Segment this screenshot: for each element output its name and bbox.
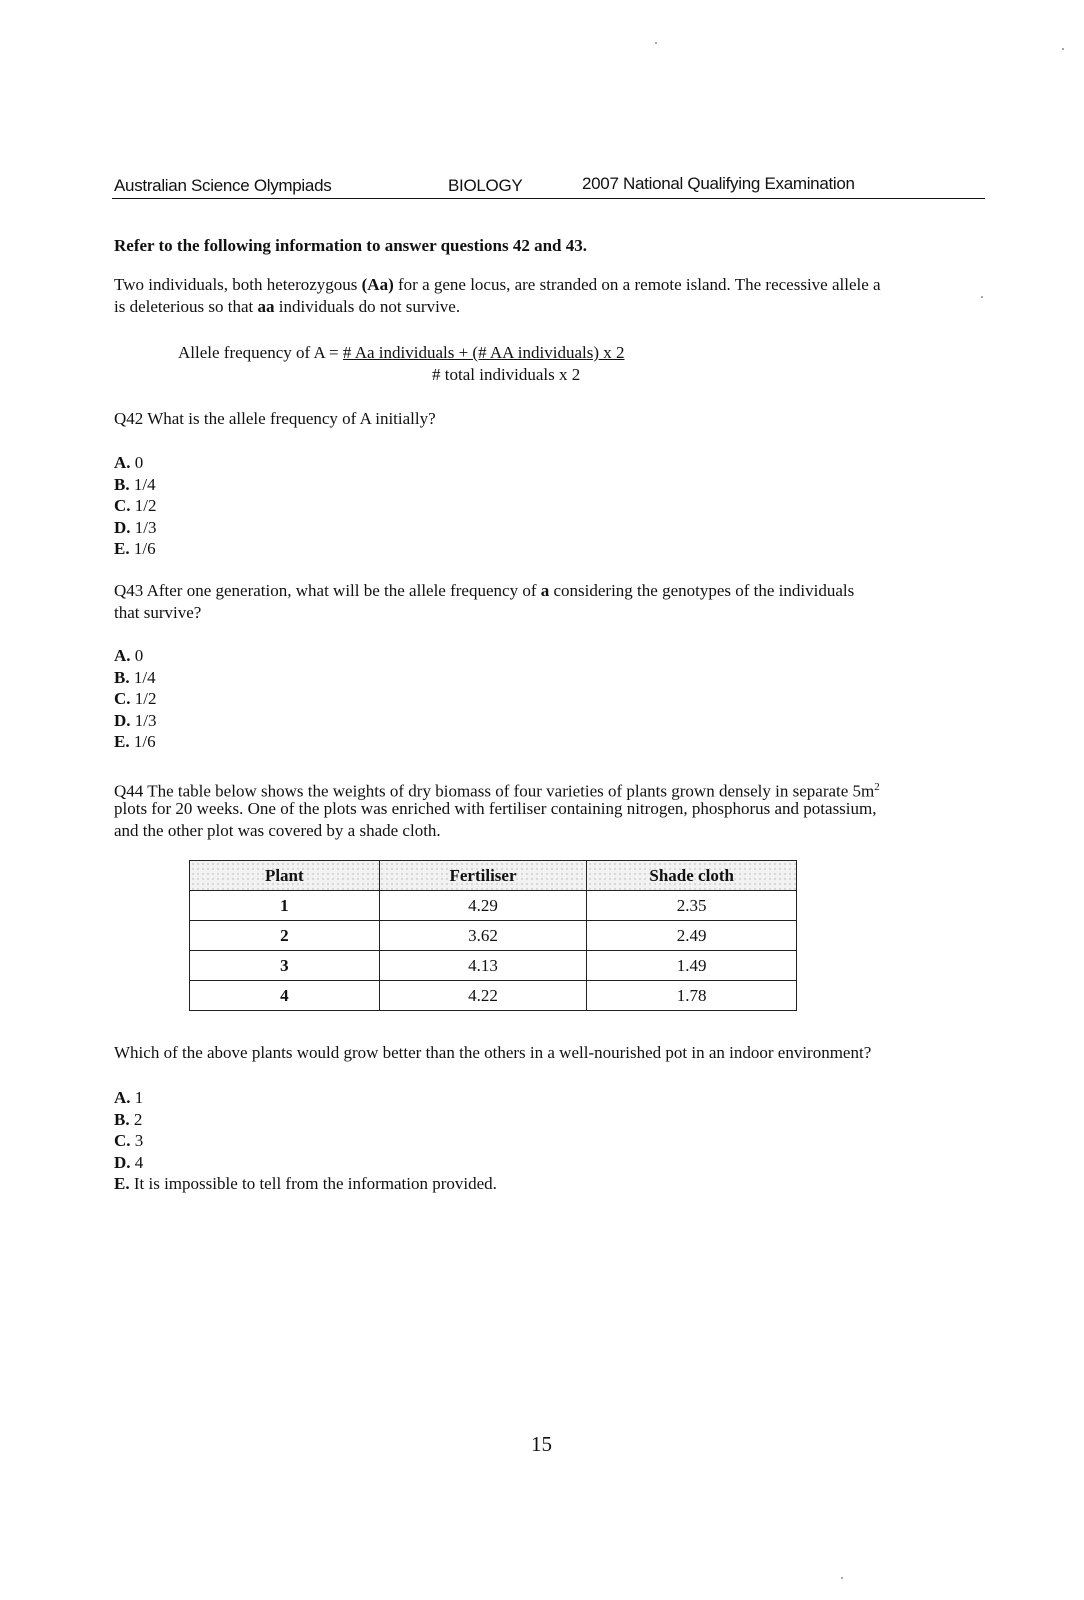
q42-prompt: Q42 What is the allele frequency of A initially? xyxy=(114,409,436,428)
table-cell: 3 xyxy=(190,951,380,981)
scan-speck xyxy=(1062,48,1064,50)
scan-speck xyxy=(655,42,657,44)
page-number: 15 xyxy=(531,1432,552,1456)
table-cell: 4 xyxy=(190,981,380,1011)
q42-options xyxy=(114,452,157,560)
q44-option-b: B. 2 xyxy=(114,1109,143,1129)
q44-options xyxy=(114,1087,497,1195)
table-header-row xyxy=(190,861,797,891)
table-header-fertiliser: Fertiliser xyxy=(379,861,587,891)
q43-option-e: E. 1/6 xyxy=(114,732,156,751)
q44-option-e: E. It is impossible to tell from the information provided. xyxy=(114,1174,497,1193)
formula-denominator: # total individuals x 2 xyxy=(432,365,581,384)
table-cell: 4.13 xyxy=(379,951,587,981)
header-rule xyxy=(112,198,985,199)
scan-speck xyxy=(841,1577,843,1579)
q44-line3: and the other plot was covered by a shade cloth. xyxy=(114,821,441,840)
q44-option-a: A. 1 xyxy=(114,1088,144,1107)
table-cell: 2.35 xyxy=(587,891,797,921)
scan-speck xyxy=(981,296,983,298)
header-right: 2007 National Qualifying Examination xyxy=(582,174,855,193)
header-center: BIOLOGY xyxy=(448,176,523,195)
table-cell: 4.29 xyxy=(379,891,587,921)
table-row xyxy=(190,921,797,951)
formula-label: Allele frequency of A = xyxy=(178,343,343,362)
table-header-plant: Plant xyxy=(190,861,380,891)
intro-text-line2 xyxy=(114,296,460,318)
q43-prompt-line2: that survive? xyxy=(114,603,202,622)
q44-question: Which of the above plants would grow better than the others in a well-nourished pot in an indoor environment? xyxy=(114,1043,872,1062)
table-cell: 3.62 xyxy=(379,921,587,951)
header-left: Australian Science Olympiads xyxy=(114,176,332,195)
q44-line1: Q44 The table below shows the weights of dry biomass of four varieties of plants grown densely in separate $5m^2$ xyxy=(114,781,880,801)
table-cell: 1.49 xyxy=(587,951,797,981)
biomass-table xyxy=(189,860,797,1011)
intro-text-line1 xyxy=(114,274,881,296)
q43-prompt-line1: Q43 After one generation, what will be the allele frequency of a considering the genotypes of the individuals xyxy=(114,581,855,600)
q43-option-d: D. 1/3 xyxy=(114,710,157,730)
table-cell: 2 xyxy=(190,921,380,951)
table-cell: 4.22 xyxy=(379,981,587,1011)
intro-line1-bold: (Aa) xyxy=(361,275,394,294)
intro-line2-bold: aa xyxy=(257,297,275,316)
table-cell: 1 xyxy=(190,891,380,921)
q44-superscript: 2 xyxy=(874,781,880,793)
q43-option-a: A. 0 xyxy=(114,646,144,665)
table-row xyxy=(190,951,797,981)
intro-line1-pre: Two individuals, both heterozygous xyxy=(114,275,362,294)
q42-option-e: E. 1/6 xyxy=(114,539,156,558)
table-row xyxy=(190,891,797,921)
intro-heading: Refer to the following information to answer questions 42 and 43. xyxy=(114,236,588,255)
table-cell: 2.49 xyxy=(587,921,797,951)
q43-option-b: B. 1/4 xyxy=(114,667,156,687)
formula-numerator-line xyxy=(178,342,625,364)
table-cell: 1.78 xyxy=(587,981,797,1011)
intro-line2-post: individuals do not survive. xyxy=(274,297,461,316)
table-header-shade-cloth: Shade cloth xyxy=(587,861,797,891)
table-row xyxy=(190,981,797,1011)
intro-line2-pre: is deleterious so that xyxy=(114,297,258,316)
q44-option-d: D. 4 xyxy=(114,1152,144,1172)
q42-option-c: C. 1/2 xyxy=(114,496,157,515)
q44-option-c: C. 3 xyxy=(114,1131,144,1150)
q43-option-c: C. 1/2 xyxy=(114,689,157,708)
q42-option-d: D. 1/3 xyxy=(114,517,157,537)
q42-option-b: B. 1/4 xyxy=(114,474,156,494)
q42-option-a: A. 0 xyxy=(114,453,144,472)
formula-numerator: # Aa individuals + (# AA individuals) x 2 xyxy=(342,343,625,362)
q43-options xyxy=(114,645,157,753)
q44-line2: plots for 20 weeks. One of the plots was enriched with fertiliser containing nitrogen, phosphorus and potassium, xyxy=(114,799,877,818)
intro-line1-post: for a gene locus, are stranded on a remote island. The recessive allele a xyxy=(393,275,881,294)
